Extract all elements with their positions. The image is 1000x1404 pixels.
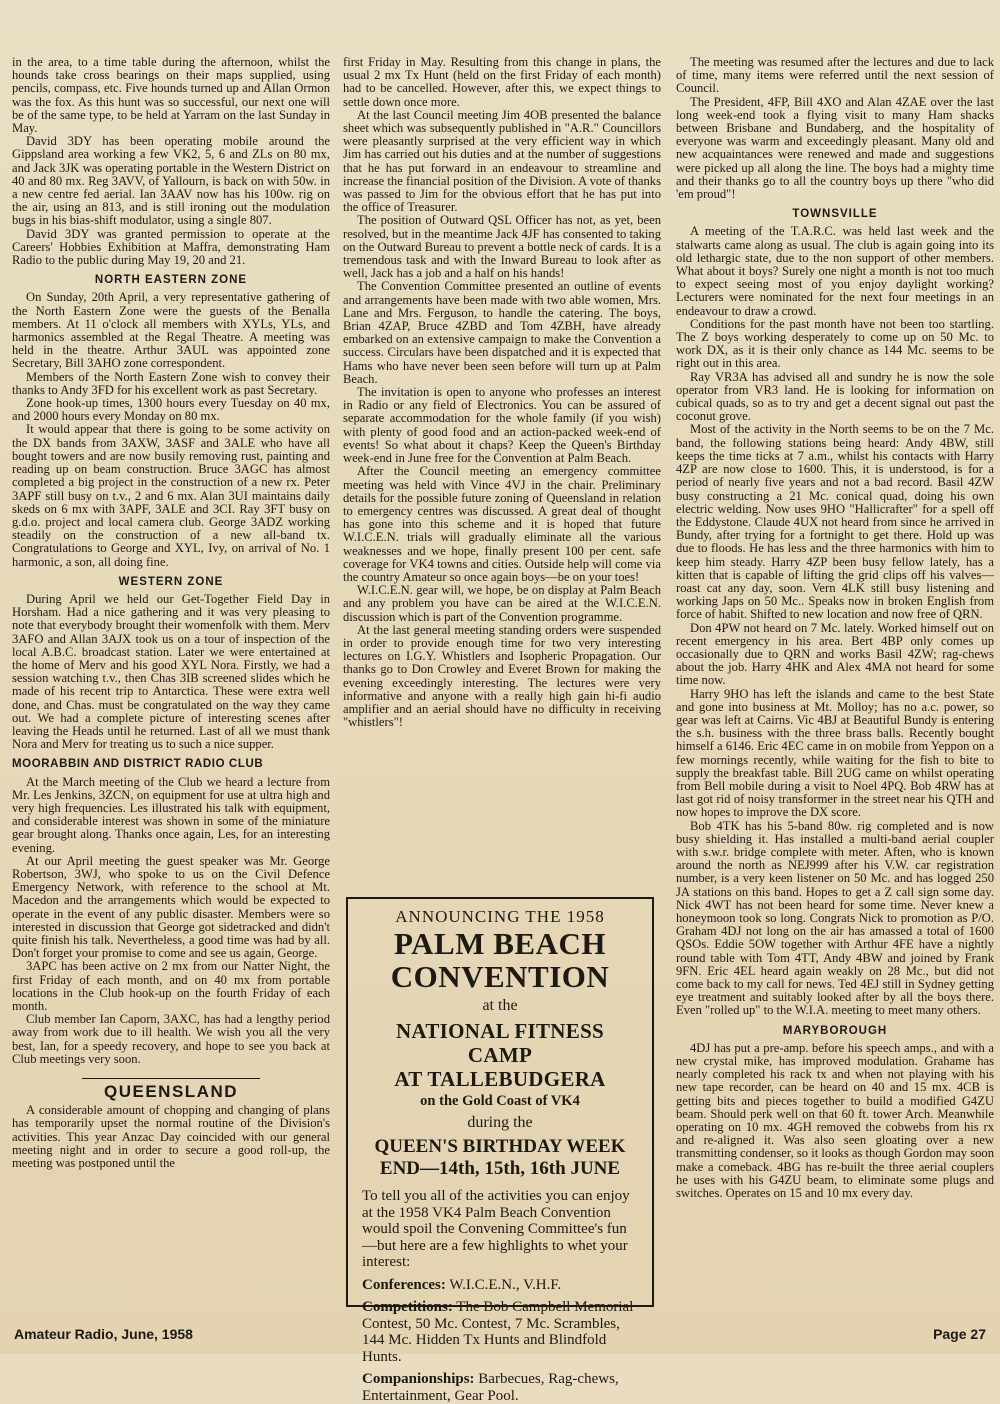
paragraph: The invitation is open to anyone who professes an interest in Radio or any field of Electronics. You can be assured of separate accommodation for the whole family (if you wish) with plenty of good food and an action-packed week-end of events! So what about it chaps? Keep the Queen's Birthday week-end in June free for the Convention at Palm Beach. [343,385,661,466]
paragraph: Most of the activity in the North seems to be on the 7 Mc. band, the following stations being heard: Andy 4BW, still keeps the time ticks at 7 a.m., whilst his contacts with Harry 4ZP are now close to 1600. This, it is understood, is for a period of nearly five years and not a bad record. Basil 4ZW busy constructing a 21 Mc. conical quad, doing his own electric welding. Now uses 9HO "Hallicrafter" for a spell off the Eddystone. Claude 4UX not heard from since he arrived in Bundy, after trying for a fortnight to get there. Hold up was due to floods. He has less and the three harmonics with him to keep him steady. Harry 4ZP been busy fellow lately, has a kitten that is capable of lifting the grid clips off his valves—roast cat any day, soon. Vern 4LK still busy listening and working Japs on 50 Mc.. Speaks now in broken English from force of habit. Shifted to new location and now free of QRN. [676,422,994,622]
ad-venue-line-1: NATIONAL FITNESS CAMP [395,1019,605,1067]
ad-at-the: at the [482,997,518,1014]
ad-conferences [362,1277,638,1294]
ad-location: on the Gold Coast of VK4 [420,1093,580,1109]
ad-title-line-1: PALM BEACH [394,926,606,961]
paragraph: The President, 4FP, Bill 4XO and Alan 4ZAE over the last long week-end took a flying visit to many Ham shacks between Brisbane and Bundaberg, and the hospitality of everyone was warm and exceedingly pleasant. Many old and new acquaintances were renewed and made and suggestions were picked up all along the line. The boys had a mighty time and their thanks go to all the country boys up there "who did 'em proud"! [676,94,994,202]
paragraph: At our April meeting the guest speaker was Mr. George Robertson, 3WJ, who spoke to us on the Civil Defence Emergency Network, with reference to the school at Mt. Macedon and the arrangements which would be expected to operate in the event of any public disaster. Members were so interested in discussion that George got sidetracked and didn't quite finish his talk. Nevertheless, a good time was had by all. Don't forget your promise to come and see us again, George. [12,853,330,961]
paragraph: Club member Ian Caporn, 3AXC, has had a lengthy period away from work due to ill health. We wish you all the very best, Ian, for a speedy recovery, and hope to see you back at Club meetings very soon. [12,1012,330,1066]
ad-date-line-1: QUEEN'S BIRTHDAY WEEK [374,1136,626,1157]
section-heading-townsville: TOWNSVILLE [792,208,878,221]
paragraph: A considerable amount of chopping and changing of plans has temporarily upset the normal routine of the Division's activities. This year Anzac Day coincided with our general meeting night and in order to secure a good roll-up, the meeting was postponed until the [12,1103,330,1171]
section-heading-moorabbin-club: MOORABBIN AND DISTRICT RADIO CLUB [12,758,264,771]
paragraph: Ray VR3A has advised all and sundry he is now the sole operator from VR3 land. He is looking for information on cubical quads, so as to try and get a decent signal out past the coconut grove. [676,369,994,424]
footer-publication: Amateur Radio, June, 1958 [14,1326,193,1342]
paragraph: Conditions for the past month have not been too startling. The Z boys working desperately to come up on 50 Mc. to work DX, as it is their only chance as 144 Mc. seems to be right out in this area. [676,316,994,371]
ad-companionships-text: Barbecues, Rag-chews, Entertainment, Gear Pool. [362,1371,619,1404]
paragraph: A meeting of the T.A.R.C. was held last week and the stalwarts came along as usual. The club is again going into its old lethargic state, due to the non support of other members. What about it boys? Surely one night a month is not too much to expect seeing most of you enjoy daylight working? Lecturers were nominated for the next four meetings in an endeavour to draw a crowd. [676,224,994,318]
paragraph: The position of Outward QSL Officer has not, as yet, been resolved, but in the meantime Jack 4JF has consented to taking on the Outward Bureau to prevent a bottle neck of cards. It is a tremendous task and with the Inward Bureau to look after as well, Jack has a job and a half on his hands! [343,213,661,281]
paragraph: It would appear that there is going to be some activity on the DX bands from 3AXW, 3ASF and 3ALE who have all bought towers and are now busily removing rust, painting and reading up on beam construction. Bruce 3AGC has almost completed a big project in the construction of a new rx. Peter 3APF still busy on t.v., 2 and 6 mx. Alan 3UI maintains daily skeds on 6 mx with 3APF, 3ALE and 3CI. Ray 3FT busy on g.d.o. project and local camera club. George 3ADZ working steadily on the construction of a new all-band tx. Congratulations to George and XYL, Ivy, on arrival of No. 1 harmonic, a son, all doing fine. [12,422,330,569]
section-heading-maryborough: MARYBOROUGH [782,1024,888,1037]
paragraph: The meeting was resumed after the lectures and due to lack of time, many items were referred until the next session of Council. [676,55,994,96]
column-1 [12,56,330,1170]
paragraph: Don 4PW not heard on 7 Mc. lately. Worked himself out on recent emergency in his area. Bert 4BP only comes up occasionally due to QRN and works Basil 4ZW; rag-chews about the job. Harry 4HK and Alex 4MA not heard for some time now. [676,620,994,688]
paragraph: On Sunday, 20th April, a very representative gathering of the North Eastern Zone were the guests of the Benalla members. At 11 o'clock all members with XYLs, YLs, and harmonics assembled at the Regal Theatre. A meeting was held in the theatre. Arthur 3AUL was appointed zone Secretary, Bill 3AHO zone correspondent. [12,290,330,371]
paragraph: David 3DY was granted permission to operate at the Careers' Hobbies Exhibition at Maffra, demonstrating Ham Radio to the public during May 19, 20 and 21. [12,226,330,268]
ad-conferences-label: Conferences: [362,1276,446,1293]
ad-venue-line-2: AT TALLEBUDGERA [394,1067,606,1091]
convention-advertisement [346,897,654,1404]
ad-conferences-text: W.I.C.E.N., V.H.F. [445,1276,562,1293]
section-heading-queensland: QUEENSLAND [82,1078,260,1098]
ad-body [362,1188,638,1404]
ad-competitions-text: The Bob Campbell Memorial Contest, 50 Mc. Contest, 7 Mc. Scrambles, 144 Mc. Hidden Tx Hunts and Blindfold Hunts. [362,1299,634,1365]
column-3 [676,56,994,1200]
paragraph: The Convention Committee presented an outline of events and arrangements have been made with two able women, Mrs. Lane and Mrs. Ferguson, to handle the catering. The boys, Brian 4ZAP, Bruce 4ZBD and Tom 4ZBH, have already embarked on an extensive campaign to make the Convention a success. Circulars have been dispatched and it is expected that Hams who have never been seen before will turn up at Palm Beach. [343,279,661,386]
paragraph: in the area, to a time table during the afternoon, whilst the hounds take cross bearings on their maps supplied, using pencils, compass, etc. Five hounds turned up and Allan Ormon was the fox. As this hunt was so successful, our next one will be of the same type, to be held at Yarram on the last Sunday in May. [12,55,330,136]
paragraph: 3APC has been active on 2 mx from our Natter Night, the first Friday of each month, and on 40 mx from portable locations in the Club hook-up on the fourth Friday of each month. [12,959,330,1014]
paragraph: At the March meeting of the Club we heard a lecture from Mr. Les Jenkins, 3ZCN, on equipment for use at ultra high and very high frequencies. Les illustrated his talk with equipment, and considerable interest was shown in some of the miniature gear brought along. Thanks once again, Les, for an interesting evening. [12,774,330,855]
ad-intro: To tell you all of the activities you can enjoy at the 1958 VK4 Palm Beach Convention would spoil the Convening Committee's fun—but here are a few highlights to whet your interest: [362,1188,630,1270]
section-heading-north-eastern-zone: NORTH EASTERN ZONE [94,274,248,287]
paragraph: After the Council meeting an emergency committee meeting was held with Vince 4VJ in the chair. Preliminary details for the possible future zoning of Queensland in relation to emergency centres was discussed. A great deal of thought has gone into this scheme and it is hoped that future W.I.C.E.N. trials will gradually eliminate all the various weaknesses and we hope, finally present 100 per cent. safe coverage for VK4 towns and cities. Outside help will come via the country Amateur so once again boys—be on your toes! [343,464,661,584]
ad-competitions-label: Competitions: [362,1299,453,1315]
paragraph: At the last general meeting standing orders were suspended in order to provide enough time for two very interesting lectures on I.G.Y. Whistlers and Isopheric Propagation. Our thanks go to Don Crowley and Everet Brown for making the evening exceedingly interesting. The lectures were very informative and anyone with a really high gain hi-fi audio amplifier and an aerial should have no difficulty in receiving "whistlers"! [343,622,661,730]
paragraph: 4DJ has put a pre-amp. before his speech amps., and with a new crystal mike, has improved modulation. Grahame has nearly completed his rack tx and when not playing with his new tape recorder, can be heard on 40 and 15 mx. 4CB is getting bits and pieces together to build a modified G4ZU beam. Should perk well on that 60 ft. tower Arch. Meanwhile operating on 10 mx. 4GH removed the cobwebs from his rx and re-aligned it. Was also seen gloating over a new transmitting condenser, so it looks as though Gordon may soon make a comeback. 4BG has re-built the three aerial couplers he uses with his G4ZU beam, to eliminate some plugs and switches. Operates on 15 and 10 mx every day. [676,1040,994,1201]
ad-competitions [362,1299,638,1365]
paragraph: At the last Council meeting Jim 4OB presented the balance sheet which was subsequently published in "A.R." Councillors were pleasantly surprised at the very efficient way in which Jim has carried out his duties and at the number of suggestions that he has put forward in an endeavour to streamline and increase the financial position of the Division. A vote of thanks was passed to Jim for the obvious effort that he has put into the office of Treasurer. [343,107,661,215]
paragraph: Zone hook-up times, 1300 hours every Tuesday on 40 mx, and 2000 hours every Monday on 80 mx. [12,396,330,424]
paragraph: first Friday in May. Resulting from this change in plans, the usual 2 mx Tx Hunt (held on the first Friday of each month) had to be cancelled. However, after this, we expect things to settle down once more. [343,55,661,109]
ad-announcing: ANNOUNCING THE 1958 [395,907,605,926]
paragraph: W.I.C.E.N. gear will, we hope, be on display at Palm Beach and any problem you have can be aired at the W.I.C.E.N. discussion which is part of the Convention programme. [343,583,661,624]
paragraph: During April we held our Get-Together Field Day in Horsham. Had a nice gathering and it was very pleasing to note that everybody brought their womenfolk with them. Merv 3AFO and Allan 3AJX took us on a tour of inspection of the local A.B.C. broadcast station. Later we were entertained at the home of Merv and his good XYL Nora. Firstly, we had a session watching t.v., then Chas 3IB screened slides which he made of his recent trip to Antarctica. These were extra well done, and Chas. must be congratulated on the way they came out. We had a complete picture of interesting scenes after leaving the Heads until he returned. Last of all we must thank Nora and Merv for treating us to such a nice supper. [12,591,330,752]
footer-page-number: Page 27 [933,1326,986,1342]
paragraph: Members of the North Eastern Zone wish to convey their thanks to Andy 3FD for his excellent work as past Secretary. [12,369,330,397]
paragraph: Bob 4TK has his 5-band 80w. rig completed and is now busy shielding it. Has installed a multi-band aerial coupler with s.w.r. bridge complete with meter. Aften, who is known around the north as NEJ999 after his V.W. car registration number, is a very keen listener on 50 Mc. and has logged 250 JA stations on this band. Hopes to get a Z call sign some day. Nick 4WT has not been heard for some time. Never knew a honeymoon took so long. Congrats Nick to promotion as P/O. Graham 4DJ not long on the air has amassed a total of 1600 QSOs. Eddie 5OW together with Arthur 4FE have a nightly round table with Tom 4TT, Andy 4BW and joined by Frank 9FN. Eric 4EL heard again weakly on 28 Mc., but did not come back to my call for news. Ted 4EJ still in Sydney getting eye treatment and suitably looked after by all the boys there. Even "rolled up" to the W.I.A. meeting to meet many others. [676,818,994,1018]
ad-title-line-2: CONVENTION [390,959,610,994]
column-2 [343,56,661,729]
paragraph: Harry 9HO has left the islands and came to the best State and gone into business at Mt. Molloy; has no a.c. power, so gear was left at Cairns. Vic 4BJ at Beautiful Bundy is entering the s.h. business with the three brass balls. Recently bought himself a 6146. Eric 4EC came in on mobile from Yeppon on a few mornings recently, while waiting for the fish to bite to supply the breakfast table. Bill 2UG came on whilst operating from Bell mobile during a visit to Noel 4PQ. Bob 4RW has at last got rid of noisy transformer in the street near his QTH and now hopes to improve the DX score. [676,686,994,820]
ad-companionships-label: Companionships: [362,1371,475,1387]
ad-companionships [362,1371,638,1404]
paragraph: David 3DY has been operating mobile around the Gippsland area working a few VK2, 5, 6 and ZLs on 80 mx, and Jack 3JK was operating portable in the Western District on 40 and 80 mx. Reg 3AVV, of Yallourn, is back on with 50w. in a new centre fed aerial. Ian 3AAV now has his 100w. rig on the air, using an 813, and is still ironing out the modulation bugs in his bias-shift modulator, using a single 807. [12,134,330,228]
ad-during: during the [467,1114,533,1131]
section-heading-western-zone: WESTERN ZONE [118,575,224,588]
ad-date-line-2: END—14th, 15th, 16th JUNE [379,1158,621,1179]
